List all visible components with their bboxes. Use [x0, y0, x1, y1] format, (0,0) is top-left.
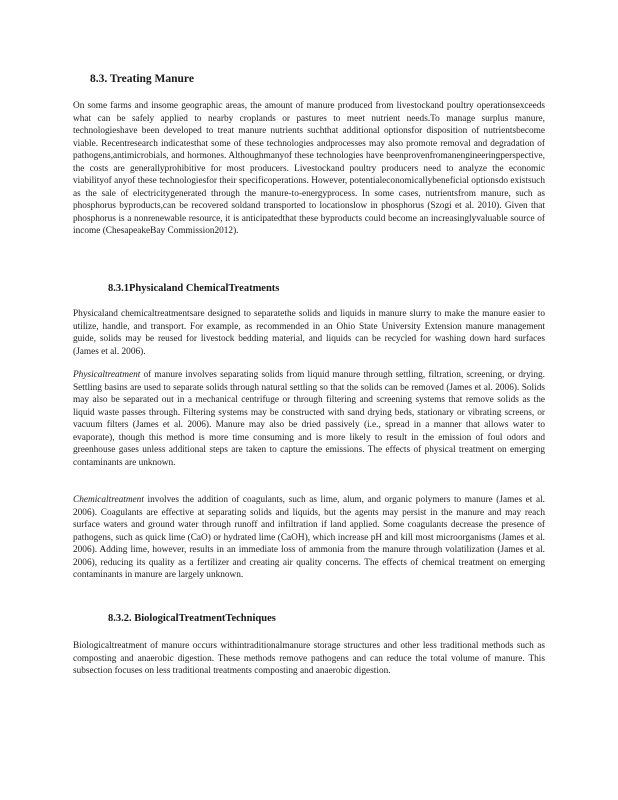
physical-chemical-paragraph: Physicaland chemicaltreatmentsare designed to separatethe solids and liquids in manure slurry to make the manure easier to utilize, handle, and transport. For example, as recommended in an Ohio State University Extension manure management guide, solids may be reused for livestock bedding material, and liquids can be recycled for washing down hard surfaces (James et al. 2006). — [73, 309, 545, 357]
subsection-heading-biological: 8.3.2. BiologicalTreatmentTechniques — [108, 613, 276, 624]
physical-treatment-paragraph — [73, 369, 545, 469]
intro-paragraph: On some farms and insome geographic areas, the amount of manure produced from livestockand poultry operationsexceeds what can be safely applied to nearby croplands or pastures to meet nutrient needs.To manage surplus manure, technologieshave been developed to treat manure nutrients suchthat additional optionsfor disposition of nutrientsbecome viable. Recentresearch indicatesthat some of these technologies andprocesses may also promote removal and degradation of pathogens,antimicrobials, and hormones. Althoughmanyof these technologies have beenprovenfromanengineeringperspective, the costs are generallyprohibitive for most producers. Livestockand poultry producers need to analyze the economic viabilityof anyof these technologiesfor their specificoperations. However, potentialeconomicallybeneficial optionsdo existsuch as the sale of electricitygenerated through the manure-to-energyprocess. In some cases, nutrientsfrom manure, such as phosphorus byproducts,can be recovered soldand transported to locationslow in phosphorus (Szogi et al. 2010). Given that phosphorus is a nonrenewable resource, it is anticipatedthat these byproducts could become an increasinglyvaluable source of income (ChesapeakeBay Commission2012). — [73, 101, 545, 236]
physical-treatment-text: of manure involves separating solids from liquid manure through settling, filtration, screening, or drying. Settling basins are used to separate solids through natural settling so that the solids can be removed (James et al. 2006). Solids may also be separated out in a mechanical centrifuge or through filtering and screening systems that remove solids as the liquid waste passes through. Filtering systems may be constructed with sand drying beds, stationary or vibrating screens, or vacuum filters (James et al. 2006). Manure may also be dried passively (i.e., spread in a manner that allows water to evaporate), though this method is more time consuming and is more likely to result in the emission of foul odors and greenhouse gases unless additional steps are taken to capture the emissions. The effects of physical treatment on emerging contaminants are unknown. — [73, 370, 545, 468]
chemical-treatment-term: Chemicaltreatment — [73, 495, 144, 505]
chemical-treatment-text: involves the addition of coagulants, such as lime, alum, and organic polymers to manure (James et al. 2006). Coagulants are effective at separating solids and liquids, but the agents may persist in the manure and may reach surface waters and ground water through runoff and infiltration if land applied. Some coagulants decrease the presence of pathogens, such as quick lime (CaO) or hydrated lime (CaOH), which increase pH and kill most microorganisms (James et al. 2006). Adding lime, however, results in an immediate loss of ammonia from the manure through volatilization (James et al. 2006), reducing its quality as a fertilizer and creating air quality concerns. The effects of chemical treatment on emerging contaminants in manure are largely unknown. — [73, 495, 545, 580]
physical-treatment-term: Physicaltreatment — [73, 370, 141, 380]
subsection-heading-physical-chemical: 8.3.1Physicaland ChemicalTreatments — [108, 283, 280, 294]
chemical-treatment-paragraph — [73, 494, 545, 582]
section-heading: 8.3. Treating Manure — [90, 73, 194, 85]
biological-paragraph: Biologicaltreatment of manure occurs withintraditionalmanure storage structures and other less traditional methods such as composting and anaerobic digestion. These methods remove pathogens and can reduce the total volume of manure. This subsection focuses on less traditional treatments composting and anaerobic digestion. — [73, 641, 545, 676]
